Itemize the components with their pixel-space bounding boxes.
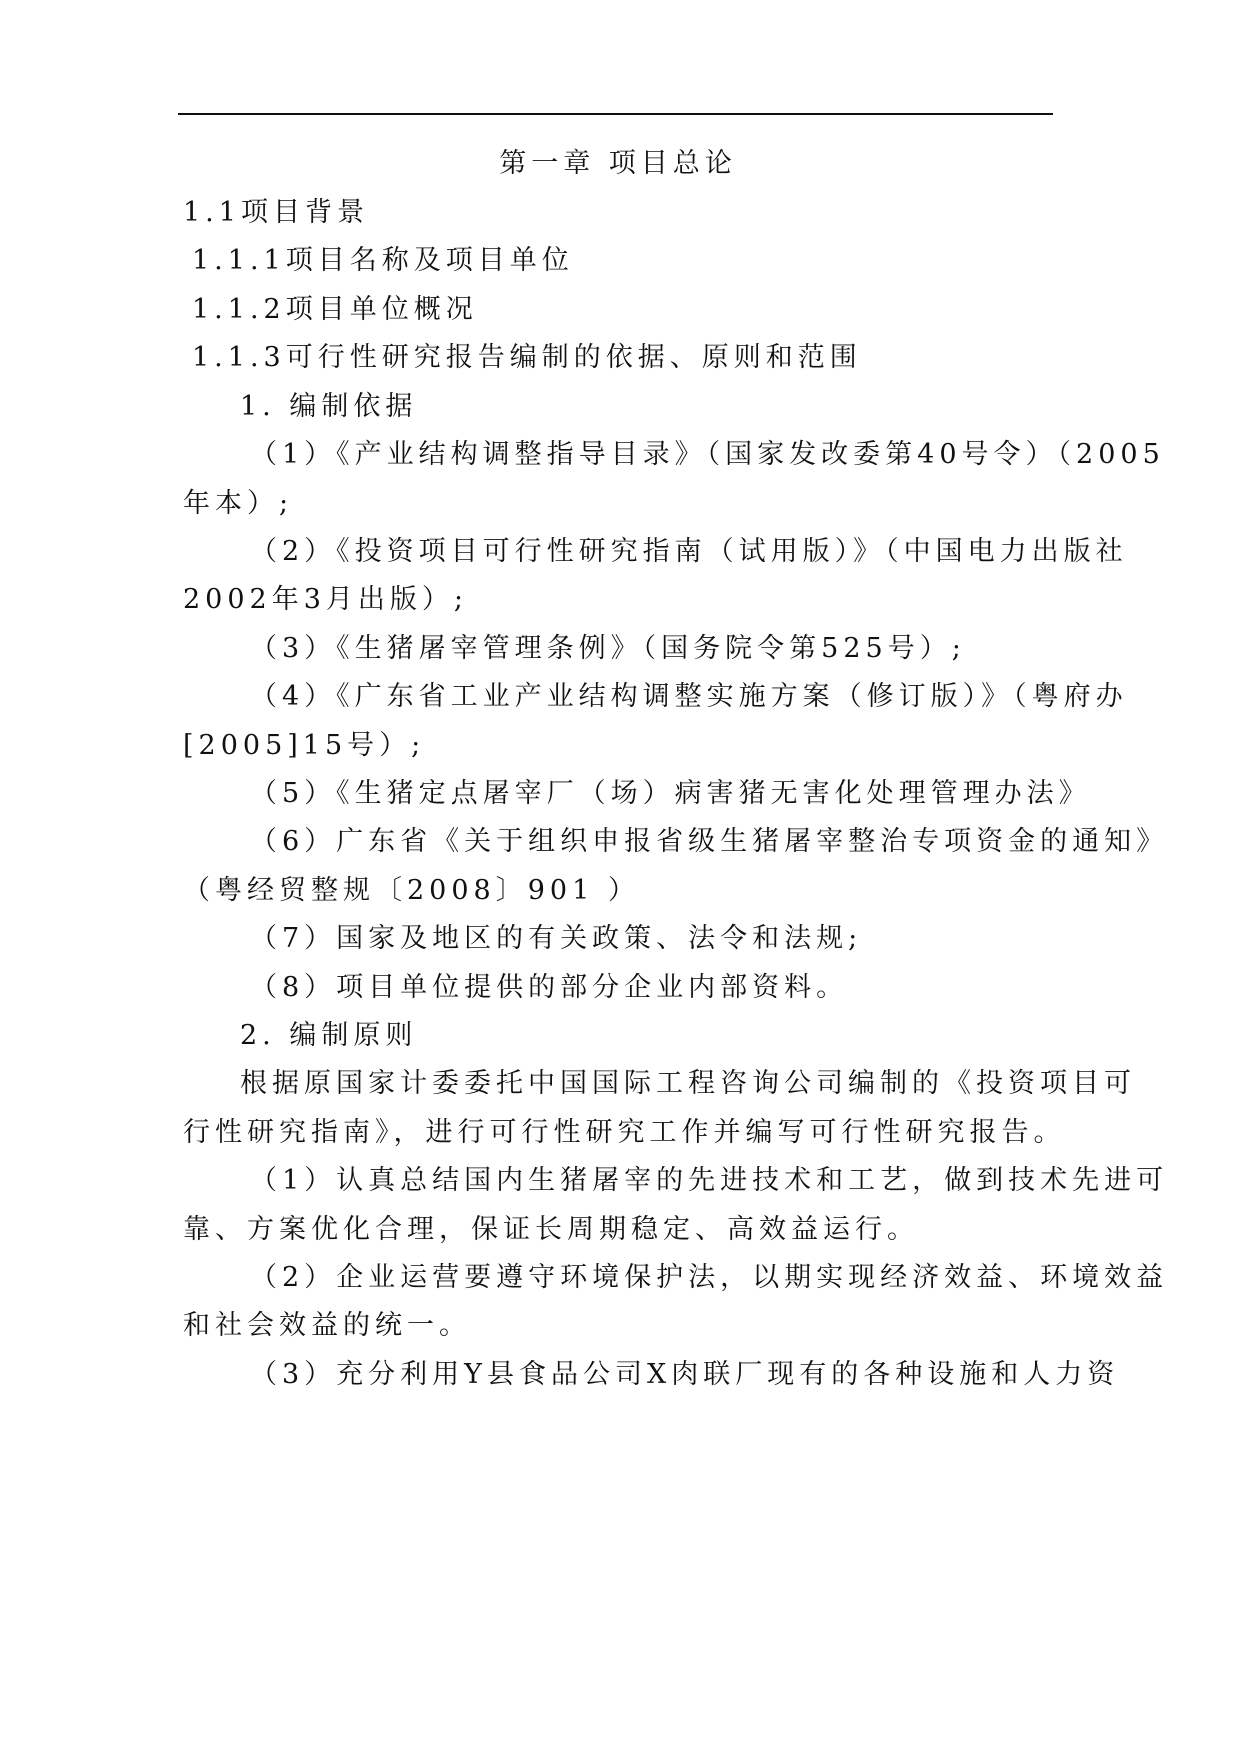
list-item: （4）《广东省工业产业结构调整实施方案（修订版）》（粤府办 — [250, 681, 1128, 712]
list-item: （3）《生猪屠宰管理条例》（国务院令第525号）; — [250, 633, 966, 664]
list-item: （7）国家及地区的有关政策、法令和法规; — [250, 923, 863, 954]
list-item: （6）广东省《关于组织申报省级生猪屠宰整治专项资金的通知》 — [250, 826, 1169, 857]
subsection-heading: 1.1.1项目名称及项目单位 — [192, 245, 574, 276]
subsection-heading: 1.1.2项目单位概况 — [192, 294, 478, 325]
list-item-continuation: [2005]15号）; — [183, 730, 426, 761]
paragraph-line: 根据原国家计委委托中国国际工程咨询公司编制的《投资项目可 — [240, 1068, 1136, 1099]
list-item: （3）充分利用Y县食品公司X肉联厂现有的各种设施和人力资 — [250, 1359, 1120, 1390]
list-heading: 2. 编制原则 — [240, 1020, 418, 1051]
list-item-continuation: （粤经贸整规〔2008〕901 ） — [183, 875, 640, 906]
list-item: （2）《投资项目可行性研究指南（试用版）》（中国电力出版社 — [250, 536, 1128, 567]
list-item: （1）认真总结国内生猪屠宰的先进技术和工艺，做到技术先进可 — [250, 1165, 1169, 1196]
list-item-continuation: 和社会效益的统一。 — [183, 1310, 471, 1341]
list-item: （2）企业运营要遵守环境保护法，以期实现经济效益、环境效益 — [250, 1262, 1169, 1293]
list-item-continuation: 年本）; — [183, 488, 294, 519]
list-item: （5）《生猪定点屠宰厂（场）病害猪无害化处理管理办法》 — [250, 778, 1091, 809]
list-item-continuation: 2002年3月出版）; — [183, 584, 468, 615]
subsection-heading: 1.1.3可行性研究报告编制的依据、原则和范围 — [192, 342, 862, 373]
list-item: （1）《产业结构调整指导目录》（国家发改委第40号令）（2005 — [250, 439, 1165, 470]
list-item-continuation: 靠、方案优化合理，保证长周期稳定、高效益运行。 — [183, 1214, 919, 1245]
list-item: （8）项目单位提供的部分企业内部资料。 — [250, 972, 849, 1003]
chapter-title: 第一章 项目总论 — [499, 148, 737, 179]
list-heading: 1. 编制依据 — [240, 391, 418, 422]
section-heading: 1.1项目背景 — [183, 197, 369, 228]
header-rule — [178, 113, 1053, 115]
paragraph-line: 行性研究指南》，进行可行性研究工作并编写可行性研究报告。 — [183, 1117, 1066, 1148]
